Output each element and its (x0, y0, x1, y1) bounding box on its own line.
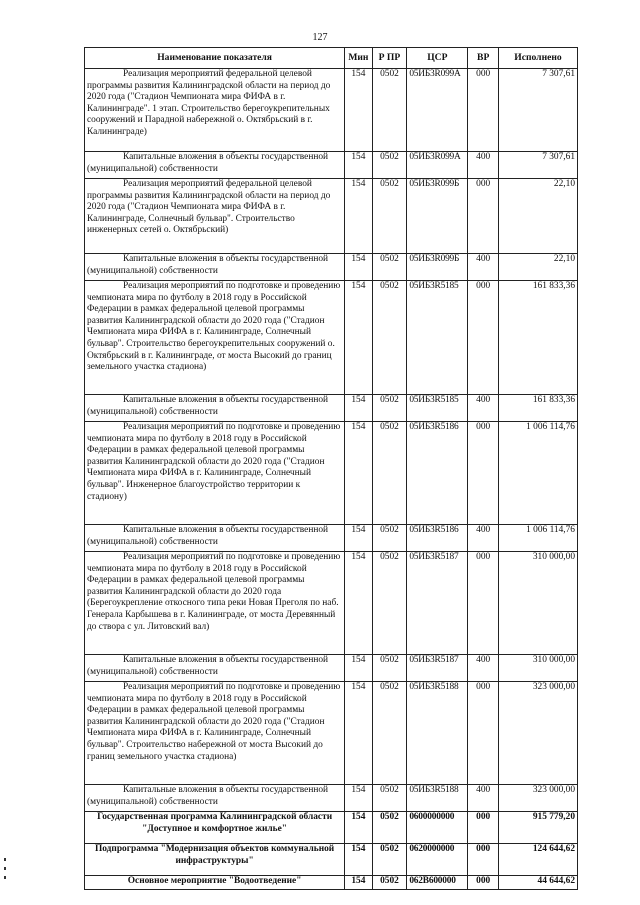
row-sum-cell: 323 000,00 (498, 785, 577, 812)
table-body (85, 69, 578, 890)
row-vr-cell: 000 (468, 682, 499, 785)
row-csr-cell: 0600000000 (407, 812, 468, 844)
row-csr-cell: 05ИБ3R5185 (407, 281, 468, 395)
row-name-cell: Реализация мероприятий федеральной целевой программы развития Калининградской области на период до 2020 года ("Стадион Чемпионата мира ФИФА в г. Калининграде, Солнечный бульвар". Строительство инженерных сетей о. Октябрьский) (85, 179, 345, 254)
column-header-name: Наименование показателя (85, 48, 345, 69)
row-sum-cell: 22,10 (498, 254, 577, 281)
row-csr-cell: 05ИБ3R5185 (407, 395, 468, 422)
row-min-cell: 154 (345, 179, 372, 254)
row-csr-cell: 05ИБ3R5188 (407, 682, 468, 785)
row-vr-cell: 400 (468, 785, 499, 812)
row-csr-cell: 05ИБ3R099Б (407, 179, 468, 254)
row-vr-cell: 000 (468, 844, 499, 876)
row-min-cell: 154 (345, 152, 372, 179)
column-header-rpr: Р ПР (372, 48, 407, 69)
row-min-cell: 154 (345, 812, 372, 844)
row-csr-cell: 0620000000 (407, 844, 468, 876)
row-min-cell: 154 (345, 254, 372, 281)
row-rpr-cell: 0502 (372, 876, 407, 890)
row-vr-cell: 000 (468, 876, 499, 890)
row-rpr-cell: 0502 (372, 682, 407, 785)
row-csr-cell: 05ИБ3R099Б (407, 254, 468, 281)
table-row (85, 179, 578, 254)
column-header-csr: ЦСР (407, 48, 468, 69)
row-vr-cell: 000 (468, 422, 499, 525)
row-min-cell: 154 (345, 844, 372, 876)
row-min-cell: 154 (345, 785, 372, 812)
row-min-cell: 154 (345, 682, 372, 785)
row-rpr-cell: 0502 (372, 69, 407, 152)
row-vr-cell: 400 (468, 395, 499, 422)
row-rpr-cell: 0502 (372, 422, 407, 525)
row-name-cell: Капитальные вложения в объекты государственной (муниципальной) собственности (85, 655, 345, 682)
row-csr-cell: 05ИБ3R5187 (407, 552, 468, 655)
row-vr-cell: 000 (468, 552, 499, 655)
page-number: 127 (312, 32, 328, 43)
row-name-cell: Капитальные вложения в объекты государственной (муниципальной) собственности (85, 785, 345, 812)
row-csr-cell: 05ИБ3R5187 (407, 655, 468, 682)
table-row (85, 785, 578, 812)
row-sum-cell: 161 833,36 (498, 281, 577, 395)
row-vr-cell: 000 (468, 179, 499, 254)
table-row (85, 152, 578, 179)
table-row (85, 552, 578, 655)
row-min-cell: 154 (345, 395, 372, 422)
row-name-cell: Реализация мероприятий по подготовке и проведению чемпионата мира по футболу в 2018 году в Российской Федерации в рамках федеральной целевой программы развития Калининградской области до 2020 года ("Стадион Чемпионата мира ФИФА в г. Калининграде, Солнечный бульвар". Строительство берегоукрепительных сооружений о. Октябрьский в г. Калининграде, от моста Высокий до границ земельного участка стадиона) (85, 281, 345, 395)
table-row (85, 395, 578, 422)
row-vr-cell: 000 (468, 812, 499, 844)
row-csr-cell: 05ИБ3R5188 (407, 785, 468, 812)
row-min-cell: 154 (345, 552, 372, 655)
row-sum-cell: 7 307,61 (498, 152, 577, 179)
row-csr-cell: 062В600000 (407, 876, 468, 890)
row-min-cell: 154 (345, 69, 372, 152)
row-rpr-cell: 0502 (372, 552, 407, 655)
row-vr-cell: 400 (468, 254, 499, 281)
table-row (85, 844, 578, 876)
row-sum-cell: 44 644,62 (498, 876, 577, 890)
table-row (85, 525, 578, 552)
row-rpr-cell: 0502 (372, 254, 407, 281)
row-rpr-cell: 0502 (372, 812, 407, 844)
column-header-min: Мин (345, 48, 372, 69)
row-rpr-cell: 0502 (372, 785, 407, 812)
row-sum-cell: 22,10 (498, 179, 577, 254)
scan-edge-marks (4, 858, 6, 888)
table-row (85, 422, 578, 525)
table-row (85, 812, 578, 844)
row-csr-cell: 05ИБ3R5186 (407, 422, 468, 525)
row-vr-cell: 000 (468, 281, 499, 395)
row-min-cell: 154 (345, 525, 372, 552)
table-row (85, 682, 578, 785)
row-vr-cell: 400 (468, 655, 499, 682)
row-min-cell: 154 (345, 655, 372, 682)
row-name-cell: Реализация мероприятий федеральной целевой программы развития Калининградской области на период до 2020 года ("Стадион Чемпионата мира ФИФА в г. Калининграде". 1 этап. Строительство берегоукрепительных сооружений и Парадной набережной о. Октябрьский в г. Калининграде) (85, 69, 345, 152)
table-row (85, 281, 578, 395)
row-vr-cell: 400 (468, 152, 499, 179)
row-rpr-cell: 0502 (372, 395, 407, 422)
row-name-cell: Реализация мероприятий по подготовке и проведению чемпионата мира по футболу в 2018 году в Российской Федерации в рамках федеральной целевой программы развития Калининградской области до 2020 года ("Стадион Чемпионата мира ФИФА в г. Калининграде, Солнечный бульвар". Инженерное благоустройство территории к стадиону) (85, 422, 345, 525)
row-sum-cell: 7 307,61 (498, 69, 577, 152)
column-header-sum: Исполнено (498, 48, 577, 69)
row-csr-cell: 05ИБ3R5186 (407, 525, 468, 552)
row-rpr-cell: 0502 (372, 281, 407, 395)
budget-execution-table (84, 47, 578, 890)
table-row (85, 655, 578, 682)
row-rpr-cell: 0502 (372, 844, 407, 876)
row-name-cell: Подпрограмма "Модернизация объектов коммунальной инфраструктуры" (85, 844, 345, 876)
row-min-cell: 154 (345, 422, 372, 525)
row-name-cell: Основное мероприятие "Водоотведение" (85, 876, 345, 890)
row-csr-cell: 05ИБ3R099A (407, 69, 468, 152)
row-name-cell: Капитальные вложения в объекты государственной (муниципальной) собственности (85, 525, 345, 552)
row-sum-cell: 310 000,00 (498, 655, 577, 682)
row-vr-cell: 000 (468, 69, 499, 152)
table-row (85, 69, 578, 152)
row-name-cell: Капитальные вложения в объекты государственной (муниципальной) собственности (85, 152, 345, 179)
column-header-vr: ВР (468, 48, 499, 69)
row-sum-cell: 1 006 114,76 (498, 525, 577, 552)
row-min-cell: 154 (345, 281, 372, 395)
row-csr-cell: 05ИБ3R099A (407, 152, 468, 179)
row-name-cell: Реализация мероприятий по подготовке и проведению чемпионата мира по футболу в 2018 году в Российской Федерации в рамках федеральной целевой программы развития Калининградской области до 2020 года (Берегоукрепление откосного типа реки Новая Преголя по наб. Генерала Карбышева в г. Калининграде, от моста Деревянный до створа с ул. Литовский вал) (85, 552, 345, 655)
row-rpr-cell: 0502 (372, 655, 407, 682)
row-sum-cell: 310 000,00 (498, 552, 577, 655)
table-header-row (85, 48, 578, 69)
row-sum-cell: 124 644,62 (498, 844, 577, 876)
row-min-cell: 154 (345, 876, 372, 890)
row-rpr-cell: 0502 (372, 152, 407, 179)
row-vr-cell: 400 (468, 525, 499, 552)
row-sum-cell: 915 779,20 (498, 812, 577, 844)
row-sum-cell: 1 006 114,76 (498, 422, 577, 525)
table-row (85, 876, 578, 890)
row-sum-cell: 161 833,36 (498, 395, 577, 422)
row-sum-cell: 323 000,00 (498, 682, 577, 785)
row-name-cell: Капитальные вложения в объекты государственной (муниципальной) собственности (85, 254, 345, 281)
table-row (85, 254, 578, 281)
row-name-cell: Капитальные вложения в объекты государственной (муниципальной) собственности (85, 395, 345, 422)
row-name-cell: Государственная программа Калининградской области "Доступное и комфортное жилье" (85, 812, 345, 844)
row-name-cell: Реализация мероприятий по подготовке и проведению чемпионата мира по футболу в 2018 году в Российской Федерации в рамках федеральной целевой программы развития Калининградской области до 2020 года ("Стадион Чемпионата мира ФИФА в г. Калининграде, Солнечный бульвар". Строительство набережной от моста Высокий до границ земельного участка стадиона) (85, 682, 345, 785)
row-rpr-cell: 0502 (372, 525, 407, 552)
row-rpr-cell: 0502 (372, 179, 407, 254)
